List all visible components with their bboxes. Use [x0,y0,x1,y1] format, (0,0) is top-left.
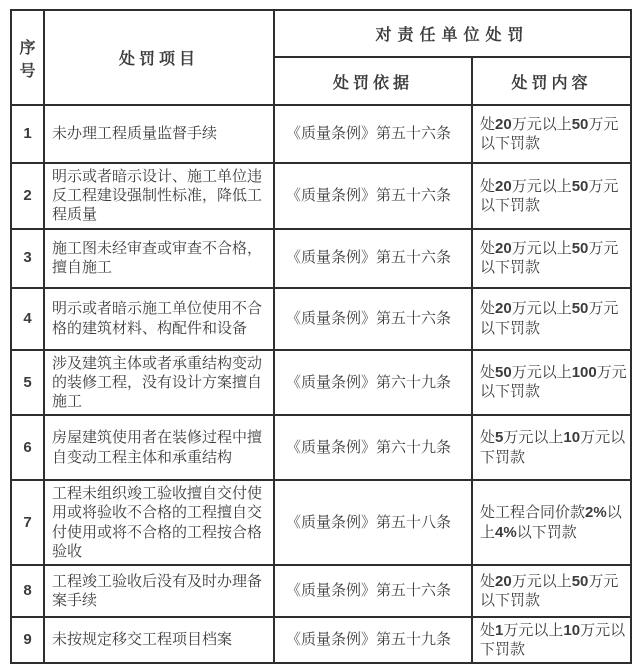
penalty-content-cell: 处20万元以上50万元以下罚款 [472,229,631,288]
table-row [11,415,631,480]
header-serial-number: 序号 [11,10,44,105]
table-row [11,288,631,350]
penalty-item-cell: 明示或者暗示施工单位使用不合格的建筑材料、构配件和设备 [44,288,274,350]
penalty-content-cell: 处5万元以上10万元以下罚款 [472,415,631,480]
table-row [11,565,631,617]
penalty-content-cell: 处20万元以上50万元以下罚款 [472,565,631,617]
header-penalty-basis: 处罚依据 [274,57,472,105]
penalty-item-cell: 施工图未经审查或审查不合格，擅自施工 [44,229,274,288]
penalty-content-cell: 处20万元以上50万元以下罚款 [472,288,631,350]
table-row [11,617,631,663]
penalty-item-cell: 房屋建筑使用者在装修过程中擅自变动工程主体和承重结构 [44,415,274,480]
penalty-table [10,9,632,664]
serial-number-cell: 3 [11,229,44,288]
serial-number-cell: 8 [11,565,44,617]
penalty-basis-cell: 《质量条例》第五十六条 [274,288,472,350]
penalty-basis-cell: 《质量条例》第六十九条 [274,350,472,416]
penalty-content-cell: 处20万元以上50万元以下罚款 [472,105,631,163]
header-penalty-content: 处罚内容 [472,57,631,105]
serial-number-cell: 1 [11,105,44,163]
serial-number-cell: 6 [11,415,44,480]
penalty-content-cell: 处50万元以上100万元以下罚款 [472,350,631,416]
table-header [11,10,631,105]
table-row [11,163,631,229]
penalty-basis-cell: 《质量条例》第六十九条 [274,415,472,480]
penalty-basis-cell: 《质量条例》第五十六条 [274,105,472,163]
table-row [11,480,631,565]
serial-number-cell: 9 [11,617,44,663]
penalty-basis-cell: 《质量条例》第五十六条 [274,229,472,288]
penalty-basis-cell: 《质量条例》第五十六条 [274,565,472,617]
penalty-content-cell: 处20万元以上50万元以下罚款 [472,163,631,229]
penalty-basis-cell: 《质量条例》第五十六条 [274,163,472,229]
penalty-item-cell: 工程未组织竣工验收擅自交付使用或将验收不合格的工程擅自交付使用或将不合格的工程按合格验收 [44,480,274,565]
header-penalty-item: 处罚项目 [44,10,274,105]
table-row [11,229,631,288]
penalty-basis-cell: 《质量条例》第五十九条 [274,617,472,663]
header-responsible-unit-penalty: 对责任单位处罚 [274,10,631,57]
serial-number-cell: 7 [11,480,44,565]
penalty-item-cell: 明示或者暗示设计、施工单位违反工程建设强制性标准，降低工程质量 [44,163,274,229]
serial-number-cell: 5 [11,350,44,416]
serial-number-cell: 2 [11,163,44,229]
table-row [11,105,631,163]
penalty-item-cell: 工程竣工验收后没有及时办理备案手续 [44,565,274,617]
penalty-item-cell: 未按规定移交工程项目档案 [44,617,274,663]
penalty-item-cell: 涉及建筑主体或者承重结构变动的装修工程，没有设计方案擅自施工 [44,350,274,416]
table-row [11,350,631,416]
serial-number-cell: 4 [11,288,44,350]
penalty-content-cell: 处工程合同价款2%以上4%以下罚款 [472,480,631,565]
penalty-item-cell: 未办理工程质量监督手续 [44,105,274,163]
penalty-content-cell: 处1万元以上10万元以下罚款 [472,617,631,663]
penalty-basis-cell: 《质量条例》第五十八条 [274,480,472,565]
table-body [11,105,631,663]
